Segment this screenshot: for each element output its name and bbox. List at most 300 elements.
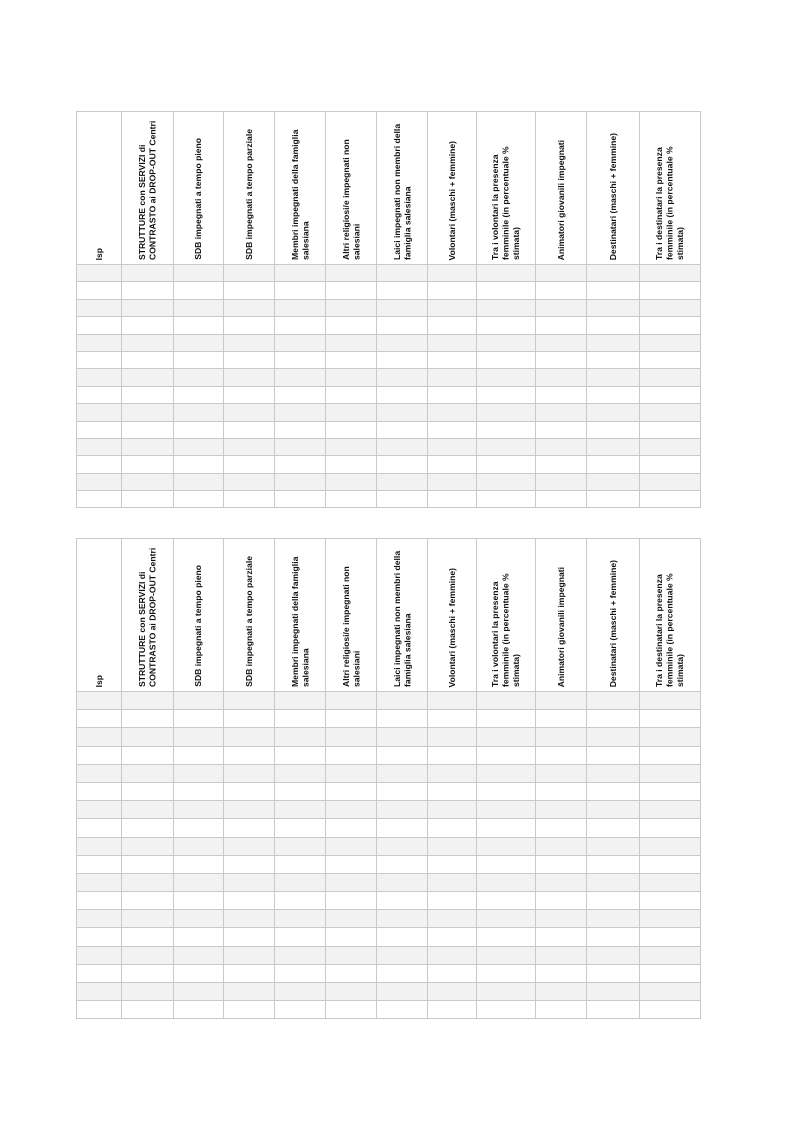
table-cell[interactable] [77,801,122,819]
table-cell[interactable] [587,728,640,746]
table-cell[interactable] [122,782,174,800]
table-cell[interactable] [428,421,477,438]
table-cell[interactable] [275,1001,326,1019]
table-cell[interactable] [122,265,174,282]
table-cell[interactable] [174,746,224,764]
table-cell[interactable] [477,265,536,282]
table-cell[interactable] [326,299,377,316]
table-cell[interactable] [536,334,587,351]
table-cell[interactable] [477,873,536,891]
table-cell[interactable] [477,964,536,982]
table-cell[interactable] [428,386,477,403]
table-cell[interactable] [536,873,587,891]
table-cell[interactable] [377,782,428,800]
table-cell[interactable] [275,473,326,490]
table-cell[interactable] [536,692,587,710]
table-cell[interactable] [377,456,428,473]
table-cell[interactable] [174,421,224,438]
table-cell[interactable] [536,928,587,946]
table-cell[interactable] [122,299,174,316]
table-cell[interactable] [428,282,477,299]
table-cell[interactable] [377,491,428,508]
table-cell[interactable] [640,386,701,403]
table-cell[interactable] [587,873,640,891]
table-cell[interactable] [77,892,122,910]
table-cell[interactable] [428,692,477,710]
table-cell[interactable] [536,764,587,782]
table-cell[interactable] [477,369,536,386]
table-cell[interactable] [640,438,701,455]
table-cell[interactable] [77,299,122,316]
table-cell[interactable] [377,764,428,782]
table-cell[interactable] [428,369,477,386]
table-cell[interactable] [122,317,174,334]
table-cell[interactable] [640,1001,701,1019]
table-cell[interactable] [477,334,536,351]
table-cell[interactable] [477,473,536,490]
table-cell[interactable] [275,351,326,368]
table-cell[interactable] [224,892,275,910]
table-cell[interactable] [640,964,701,982]
table-cell[interactable] [326,1001,377,1019]
table-cell[interactable] [377,692,428,710]
table-cell[interactable] [640,983,701,1001]
table-cell[interactable] [174,282,224,299]
table-cell[interactable] [275,873,326,891]
table-cell[interactable] [77,692,122,710]
table-cell[interactable] [536,299,587,316]
table-cell[interactable] [174,317,224,334]
table-cell[interactable] [326,404,377,421]
table-cell[interactable] [377,369,428,386]
table-cell[interactable] [477,1001,536,1019]
table-cell[interactable] [77,438,122,455]
table-cell[interactable] [640,692,701,710]
table-cell[interactable] [122,710,174,728]
table-cell[interactable] [640,265,701,282]
table-cell[interactable] [224,819,275,837]
table-cell[interactable] [428,764,477,782]
table-cell[interactable] [428,404,477,421]
table-cell[interactable] [326,946,377,964]
table-cell[interactable] [536,746,587,764]
table-cell[interactable] [326,421,377,438]
table-cell[interactable] [122,421,174,438]
table-cell[interactable] [477,801,536,819]
table-cell[interactable] [377,728,428,746]
table-cell[interactable] [587,421,640,438]
table-cell[interactable] [536,282,587,299]
table-cell[interactable] [174,946,224,964]
table-cell[interactable] [326,983,377,1001]
table-cell[interactable] [377,710,428,728]
table-cell[interactable] [77,964,122,982]
table-cell[interactable] [477,892,536,910]
table-cell[interactable] [640,873,701,891]
table-cell[interactable] [174,404,224,421]
table-cell[interactable] [224,334,275,351]
table-cell[interactable] [275,910,326,928]
table-cell[interactable] [275,764,326,782]
table-cell[interactable] [377,873,428,891]
table-cell[interactable] [640,855,701,873]
table-cell[interactable] [326,282,377,299]
table-cell[interactable] [536,819,587,837]
table-cell[interactable] [428,983,477,1001]
table-cell[interactable] [122,334,174,351]
table-cell[interactable] [640,421,701,438]
table-cell[interactable] [224,1001,275,1019]
table-cell[interactable] [224,728,275,746]
table-cell[interactable] [224,351,275,368]
table-cell[interactable] [275,299,326,316]
table-cell[interactable] [224,386,275,403]
table-cell[interactable] [377,317,428,334]
table-cell[interactable] [536,710,587,728]
table-cell[interactable] [122,1001,174,1019]
table-cell[interactable] [174,782,224,800]
table-cell[interactable] [587,782,640,800]
table-cell[interactable] [536,855,587,873]
table-cell[interactable] [122,473,174,490]
table-cell[interactable] [326,438,377,455]
table-cell[interactable] [77,334,122,351]
table-cell[interactable] [477,946,536,964]
table-cell[interactable] [428,317,477,334]
table-cell[interactable] [77,746,122,764]
table-cell[interactable] [224,928,275,946]
table-cell[interactable] [587,351,640,368]
table-cell[interactable] [224,421,275,438]
table-cell[interactable] [428,782,477,800]
table-cell[interactable] [428,819,477,837]
table-cell[interactable] [174,369,224,386]
table-cell[interactable] [122,983,174,1001]
table-cell[interactable] [477,983,536,1001]
table-cell[interactable] [122,692,174,710]
table-cell[interactable] [224,710,275,728]
table-cell[interactable] [77,873,122,891]
table-cell[interactable] [587,299,640,316]
table-cell[interactable] [275,728,326,746]
table-cell[interactable] [224,491,275,508]
table-cell[interactable] [477,764,536,782]
table-cell[interactable] [587,404,640,421]
table-cell[interactable] [477,456,536,473]
table-cell[interactable] [477,910,536,928]
table-cell[interactable] [174,299,224,316]
table-cell[interactable] [224,746,275,764]
table-cell[interactable] [122,456,174,473]
table-cell[interactable] [174,801,224,819]
table-cell[interactable] [326,892,377,910]
table-cell[interactable] [477,421,536,438]
table-cell[interactable] [275,946,326,964]
table-cell[interactable] [587,386,640,403]
table-cell[interactable] [224,782,275,800]
table-cell[interactable] [224,404,275,421]
table-cell[interactable] [174,983,224,1001]
table-cell[interactable] [77,473,122,490]
table-cell[interactable] [122,369,174,386]
table-cell[interactable] [326,710,377,728]
table-cell[interactable] [122,282,174,299]
table-cell[interactable] [122,837,174,855]
table-cell[interactable] [640,491,701,508]
table-cell[interactable] [77,710,122,728]
table-cell[interactable] [326,456,377,473]
table-cell[interactable] [224,299,275,316]
table-cell[interactable] [428,946,477,964]
table-cell[interactable] [587,892,640,910]
table-cell[interactable] [275,892,326,910]
table-cell[interactable] [77,491,122,508]
table-cell[interactable] [174,855,224,873]
table-cell[interactable] [477,351,536,368]
table-cell[interactable] [275,692,326,710]
table-cell[interactable] [275,438,326,455]
table-cell[interactable] [174,491,224,508]
table-cell[interactable] [224,964,275,982]
table-cell[interactable] [640,369,701,386]
table-cell[interactable] [326,386,377,403]
table-cell[interactable] [275,746,326,764]
table-cell[interactable] [77,837,122,855]
table-cell[interactable] [536,386,587,403]
table-cell[interactable] [536,473,587,490]
table-cell[interactable] [275,983,326,1001]
table-cell[interactable] [640,404,701,421]
table-cell[interactable] [587,964,640,982]
table-cell[interactable] [275,964,326,982]
table-cell[interactable] [536,438,587,455]
table-cell[interactable] [377,438,428,455]
table-cell[interactable] [224,317,275,334]
table-cell[interactable] [326,855,377,873]
table-cell[interactable] [224,265,275,282]
table-cell[interactable] [477,692,536,710]
table-cell[interactable] [77,386,122,403]
table-cell[interactable] [326,692,377,710]
table-cell[interactable] [536,983,587,1001]
table-cell[interactable] [174,1001,224,1019]
table-cell[interactable] [275,421,326,438]
table-cell[interactable] [536,782,587,800]
table-cell[interactable] [174,438,224,455]
table-cell[interactable] [174,819,224,837]
table-cell[interactable] [77,1001,122,1019]
table-cell[interactable] [640,819,701,837]
table-cell[interactable] [77,282,122,299]
table-cell[interactable] [377,386,428,403]
table-cell[interactable] [536,421,587,438]
table-cell[interactable] [536,404,587,421]
table-cell[interactable] [122,910,174,928]
table-cell[interactable] [477,819,536,837]
table-cell[interactable] [377,892,428,910]
table-cell[interactable] [275,837,326,855]
table-cell[interactable] [377,819,428,837]
table-cell[interactable] [477,438,536,455]
table-cell[interactable] [587,438,640,455]
table-cell[interactable] [275,782,326,800]
table-cell[interactable] [326,265,377,282]
table-cell[interactable] [224,764,275,782]
table-cell[interactable] [536,1001,587,1019]
table-cell[interactable] [477,728,536,746]
table-cell[interactable] [587,764,640,782]
table-cell[interactable] [224,855,275,873]
table-cell[interactable] [587,928,640,946]
table-cell[interactable] [587,801,640,819]
table-cell[interactable] [536,892,587,910]
table-cell[interactable] [640,782,701,800]
table-cell[interactable] [377,421,428,438]
table-cell[interactable] [77,855,122,873]
table-cell[interactable] [640,728,701,746]
table-cell[interactable] [122,351,174,368]
table-cell[interactable] [122,404,174,421]
table-cell[interactable] [224,837,275,855]
table-cell[interactable] [326,334,377,351]
table-cell[interactable] [640,801,701,819]
table-cell[interactable] [477,491,536,508]
table-cell[interactable] [275,265,326,282]
table-cell[interactable] [536,317,587,334]
table-cell[interactable] [174,386,224,403]
table-cell[interactable] [122,928,174,946]
table-cell[interactable] [428,1001,477,1019]
table-cell[interactable] [640,928,701,946]
table-cell[interactable] [377,855,428,873]
table-cell[interactable] [477,746,536,764]
table-cell[interactable] [640,456,701,473]
table-cell[interactable] [275,710,326,728]
table-cell[interactable] [224,282,275,299]
table-cell[interactable] [326,873,377,891]
table-cell[interactable] [122,386,174,403]
table-cell[interactable] [275,819,326,837]
table-cell[interactable] [536,369,587,386]
table-cell[interactable] [122,819,174,837]
table-cell[interactable] [640,946,701,964]
table-cell[interactable] [587,946,640,964]
table-cell[interactable] [77,317,122,334]
table-cell[interactable] [640,334,701,351]
table-cell[interactable] [477,386,536,403]
table-cell[interactable] [326,351,377,368]
table-cell[interactable] [174,334,224,351]
table-cell[interactable] [326,964,377,982]
table-cell[interactable] [326,837,377,855]
table-cell[interactable] [640,710,701,728]
table-cell[interactable] [122,746,174,764]
table-cell[interactable] [122,964,174,982]
table-cell[interactable] [122,801,174,819]
table-cell[interactable] [536,265,587,282]
table-cell[interactable] [77,351,122,368]
table-cell[interactable] [428,801,477,819]
table-cell[interactable] [377,946,428,964]
table-cell[interactable] [587,837,640,855]
table-cell[interactable] [224,473,275,490]
table-cell[interactable] [587,710,640,728]
table-cell[interactable] [275,334,326,351]
table-cell[interactable] [275,369,326,386]
table-cell[interactable] [640,764,701,782]
table-cell[interactable] [477,317,536,334]
table-cell[interactable] [640,299,701,316]
table-cell[interactable] [122,946,174,964]
table-cell[interactable] [477,782,536,800]
table-cell[interactable] [377,801,428,819]
table-cell[interactable] [326,491,377,508]
table-cell[interactable] [174,964,224,982]
table-cell[interactable] [587,819,640,837]
table-cell[interactable] [377,299,428,316]
table-cell[interactable] [326,369,377,386]
table-cell[interactable] [377,928,428,946]
table-cell[interactable] [122,438,174,455]
table-cell[interactable] [640,351,701,368]
table-cell[interactable] [477,282,536,299]
table-cell[interactable] [428,728,477,746]
table-cell[interactable] [326,928,377,946]
table-cell[interactable] [377,746,428,764]
table-cell[interactable] [224,692,275,710]
table-cell[interactable] [77,764,122,782]
table-cell[interactable] [428,837,477,855]
table-cell[interactable] [536,456,587,473]
table-cell[interactable] [224,910,275,928]
table-cell[interactable] [275,928,326,946]
table-cell[interactable] [587,334,640,351]
table-cell[interactable] [428,746,477,764]
table-cell[interactable] [640,473,701,490]
table-cell[interactable] [428,910,477,928]
table-cell[interactable] [536,801,587,819]
table-cell[interactable] [587,456,640,473]
table-cell[interactable] [428,473,477,490]
table-cell[interactable] [275,404,326,421]
table-cell[interactable] [428,299,477,316]
table-cell[interactable] [77,910,122,928]
table-cell[interactable] [428,873,477,891]
table-cell[interactable] [174,265,224,282]
table-cell[interactable] [536,728,587,746]
table-cell[interactable] [587,1001,640,1019]
table-cell[interactable] [122,491,174,508]
table-cell[interactable] [174,351,224,368]
table-cell[interactable] [477,837,536,855]
table-cell[interactable] [174,910,224,928]
table-cell[interactable] [174,728,224,746]
table-cell[interactable] [174,873,224,891]
table-cell[interactable] [536,964,587,982]
table-cell[interactable] [536,837,587,855]
table-cell[interactable] [174,892,224,910]
table-cell[interactable] [587,317,640,334]
table-cell[interactable] [122,728,174,746]
table-cell[interactable] [377,964,428,982]
table-cell[interactable] [428,855,477,873]
table-cell[interactable] [477,710,536,728]
table-cell[interactable] [326,764,377,782]
table-cell[interactable] [326,746,377,764]
table-cell[interactable] [428,710,477,728]
table-cell[interactable] [428,892,477,910]
table-cell[interactable] [640,910,701,928]
